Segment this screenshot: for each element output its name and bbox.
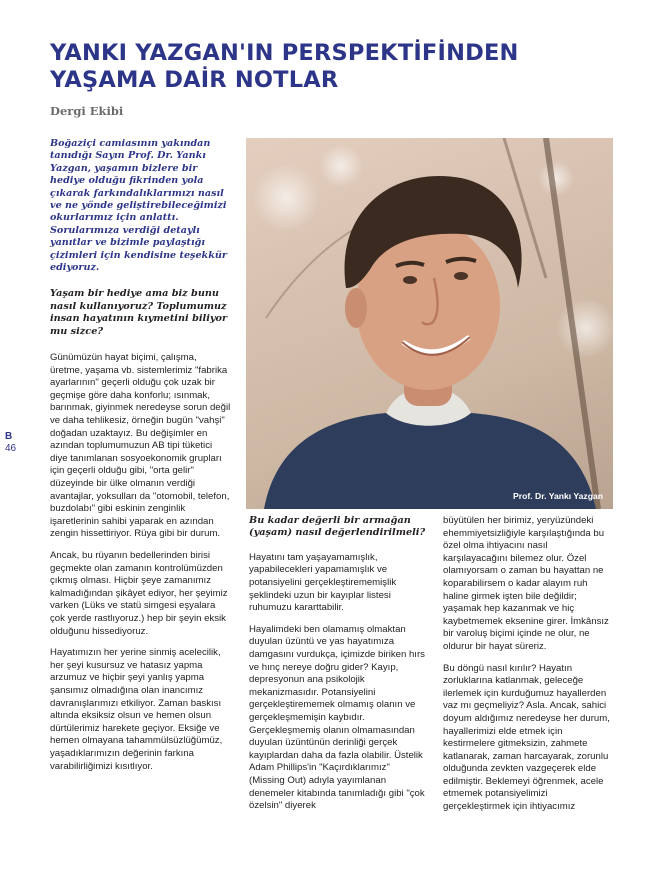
text-column-3 <box>443 515 613 814</box>
interview-question-2: Bu kadar değerli bir armağan (yaşam) nasıl değerlendirilmeli? <box>249 515 426 539</box>
text-column-1 <box>50 138 231 773</box>
interview-question-1: Yaşam bir hediye ama biz bunu nasıl kullanıyoruz? Toplumumuz insan hayatının kıymetini biliyor mu sizce? <box>50 288 228 337</box>
page-marker: B <box>5 431 13 442</box>
body-paragraph: Ancak, bu rüyanın bedellerinden birisi geçmekte olan zamanın kontrolümüzden çıkmış olması. Hiçbir şeye zamanımız kalmadığından şikâyet ediyor, her şeyimiz varken (Lüks ve statü simgesi eşyalara çok yerde rastlıyoruz.) hep bir şeyin eksik olduğunu hissediyoruz. <box>50 550 228 637</box>
article-author: Dergi Ekibi <box>50 104 124 118</box>
article-title <box>50 40 610 94</box>
text-column-2 <box>249 515 427 813</box>
portrait-illustration <box>246 138 613 509</box>
page-folio <box>5 431 16 455</box>
intro-paragraph: Boğaziçi camiasının yakından tanıdığı Sayın Prof. Dr. Yankı Yazgan, yaşamın bizlere bir hediye olduğu fikrinden yola çıkarak farkındalıklarımızı nasıl ve ne yönde geliştirebileceğimizi okurlarımız için anlattı. Sorularımıza verdiği detaylı yanıtlar ve bizimle paylaştığı çizimleri için kendisine teşekkür ediyoruz. <box>50 138 227 274</box>
portrait-photo <box>246 138 613 509</box>
body-paragraph: Hayalimdeki ben olamamış olmaktan duyulan üzüntü ve yas hayatımıza damgasını vurdukça, içimizde biriken hırs ve hınç nereye doğru gider? Kayıp, depresyonun ana psikolojik mekanizmasıdır. Potansiyelini gerçekleştirememek olmamış olanın ve gerçekleşmemişin kaybıdır. Gerçekleşmemiş olanın olmamasından duyulan üzüntünün derinliği gerçek kayıplardan daha da fazla olabilir. Üstelik Adam Phillips'in "Kaçırdıklarımız" (Missing Out) adıyla yayımlanan denemeler kitabında tanımladığı gibi "çok özelsin" diyerek <box>249 623 425 812</box>
article-title-line-2: YAŞAMA DAİR NOTLAR <box>50 67 339 93</box>
photo-caption: Prof. Dr. Yankı Yazgan <box>513 491 603 501</box>
body-paragraph: Günümüzün hayat biçimi, çalışma, üretme, yaşama vb. sistemlerimiz "fabrika ayarlarının" geçerli olduğu çok uzak bir geçmişe göre daha konforlu; ısınmak, barınmak, giyinmek neredeyse sorun değil ve daha tehlikesiz, örneğin bugün "vahşi" doğadan uzaktayız. Bu değişimler en azından toplumumuzun AB tipi tüketici diye tanımlanan sosyoekonomik grupları için geçerli olduğu gibi, "orta gelir" düzeyinde bir ülke olmanın verdiği avantajlar, yoksulları da "otomobil, telefon, buzdolabı" gibi eskinin zenginlik işaretlerinin sahibi yaparak en azından zengin hissettiriyor. Rüya gibi bir durum. <box>50 352 231 540</box>
page-number: 46 <box>5 443 17 454</box>
body-paragraph: Hayatımızın her yerine sinmiş acelecilik, her şeyi kusursuz ve hatasız yapma arzumuz ve hiçbir şeyi yanlış yapma şansımız olmadığına olan inancımız davranışlarımızı etkiliyor. Zaman baskısı altında eksiksiz olsun ve hemen olsun dürtülerimiz harekete geçiyor. Eksiğe ve hemen olmayana tahammülsüzlüğümüz, yaşadıklarımızın değerinin farkına varabilirliğimizi kısıtlıyor. <box>50 647 223 772</box>
body-paragraph: Hayatını tam yaşayamamışlık, yapabilecekleri yapamamışlık ve potansiyelini gerçekleştirememişlik şeklindeki uzun bir kayıplar listesi ruhumuzu kararttabilir. <box>249 551 397 614</box>
body-paragraph: büyütülen her birimiz, yeryüzündeki ehemmiyetsizliğiyle karşılaştığında bu özel olma ihtiyacını nasıl karşılayacağını bilemez olur. Özel olamıyorsam o zaman bu hayattan ne koparabilirsem o kadar alayım ruh haline girmek işten bile değildir; yaşamak hep kazanmak ve hiç kaybetmemek eksenine girer. İmkânsız bir varoluş biçimi içinde ne olur, ne oldurur bir hayat süreriz. <box>443 515 609 652</box>
article-title-line-1: YANKI YAZGAN'IN PERSPEKTİFİNDEN <box>50 40 519 66</box>
body-paragraph: Bu döngü nasıl kırılır? Hayatın zorluklarına katlanmak, geleceğe ilerlemek için kurduğumuz hayallerden vaz mı geçmeliyiz? Asla. Ancak, sahici doyum aldığımız neredeyse her durum, hayallerimizi elde etmek için kestirmelere gitmeksizin, zahmete katlanarak, zaman harcayarak, zorunlu olduğunda zevkten vazgeçerek elde edilmiştir. Beklemeyi öğrenmek, acele etmemek potansiyelimizi gerçekleştirmek için ihtiyacımız <box>443 662 610 813</box>
